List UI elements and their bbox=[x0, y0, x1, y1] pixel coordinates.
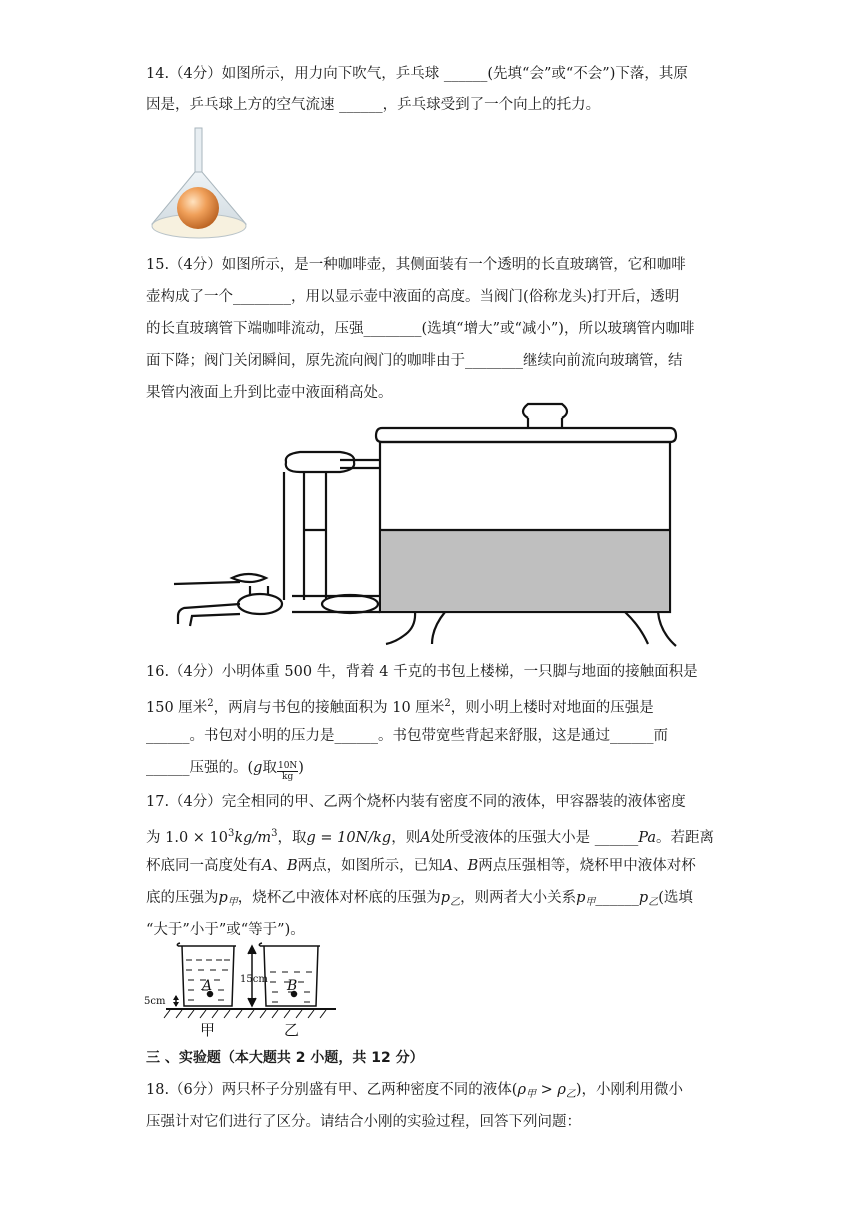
fraction-10n-per-kg: $\frac{10N}{kg}$ bbox=[277, 761, 298, 782]
q14-line1: 14.（4分）如图所示，用力向下吹气，乒乓球 ______(先填“会”或“不会”)下落，其原 bbox=[146, 66, 688, 82]
coffee-pot-figure bbox=[170, 400, 690, 654]
beaker-jia-label: 甲 bbox=[200, 1021, 216, 1039]
height-5cm-label: 5cm bbox=[144, 996, 166, 1007]
height-15cm-label: 15cm bbox=[240, 974, 268, 985]
q15-line2: 壶构成了一个________，用以显示壶中液面的高度。当阀门(俗称龙头)打开后，透明 bbox=[146, 289, 680, 305]
beaker-yi-label: 乙 bbox=[284, 1021, 300, 1039]
q15-line1: 15.（4分）如图所示，是一种咖啡壶，其侧面装有一个透明的长直玻璃管，它和咖啡 bbox=[146, 257, 686, 273]
funnel-ping-pong-figure bbox=[146, 124, 254, 246]
q17-line1: 17.（4分）完全相同的甲、乙两个烧杯内装有密度不同的液体，甲容器装的液体密度 bbox=[146, 794, 686, 810]
point-a-label: A bbox=[202, 978, 213, 994]
q15-line3: 的长直玻璃管下端咖啡流动，压强________(选填“增大”或“减小”)，所以玻璃管内咖啡 bbox=[146, 321, 695, 337]
q14-line2: 因是，乒乓球上方的空气流速 ______，乒乓球受到了一个向上的托力。 bbox=[146, 97, 601, 113]
beakers-figure bbox=[144, 940, 344, 1040]
q16-line1: 16.（4分）小明体重 500 牛，背着 4 千克的书包上楼梯，一只脚与地面的接触面积是 bbox=[146, 664, 698, 680]
point-b-label: B bbox=[287, 978, 298, 994]
q15-line4: 面下降；阀门关闭瞬间，原先流向阀门的咖啡由于________继续向前流向玻璃管，结 bbox=[146, 353, 683, 369]
q18-line1: 18.（6分）两只杯子分别盛有甲、乙两种密度不同的液体$(\rho_甲 > \rho_乙)$，小刚利用微小 bbox=[146, 1082, 684, 1100]
ping-pong-ball bbox=[177, 187, 219, 229]
section-3-heading: 三 、实验题（本大题共 2 小题，共 12 分） bbox=[146, 1050, 424, 1066]
q17-line4: 底的压强为$p_甲$，烧杯乙中液体对杯底的压强为$p_乙$，则两者大小关系$p_甲\_\_\_\_\_\_p_乙$(选填 bbox=[146, 890, 693, 908]
q17-line5: “大于”小于”或“等于”)。 bbox=[146, 922, 305, 938]
q16-line3: ______。书包对小明的压力是______。书包带宽些背起来舒服，这是通过______而 bbox=[146, 728, 668, 744]
q15-line5: 果管内液面上升到比壶中液面稍高处。 bbox=[146, 385, 393, 401]
q18-line2: 压强计对它们进行了区分。请结合小刚的实验过程，回答下列问题： bbox=[146, 1114, 581, 1130]
q16-line2: 150 厘米$^2$，两肩与书包的接触面积为 10 厘米$^2$，则小明上楼时对地面的压强是 bbox=[146, 698, 654, 716]
q17-line2: 为 $1.0 \times 10^3kg/m^3$，取g = 10N/kg，则A处所受液体的压强大小是 ______Pa。若距离 bbox=[146, 828, 715, 846]
q17-line3: 杯底同一高度处有A、B两点，如图所示，已知A、B两点压强相等，烧杯甲中液体对杯 bbox=[146, 858, 696, 874]
q16-line4: ______压强的。(g取 $\frac{10N}{kg}$ ) bbox=[146, 760, 304, 782]
